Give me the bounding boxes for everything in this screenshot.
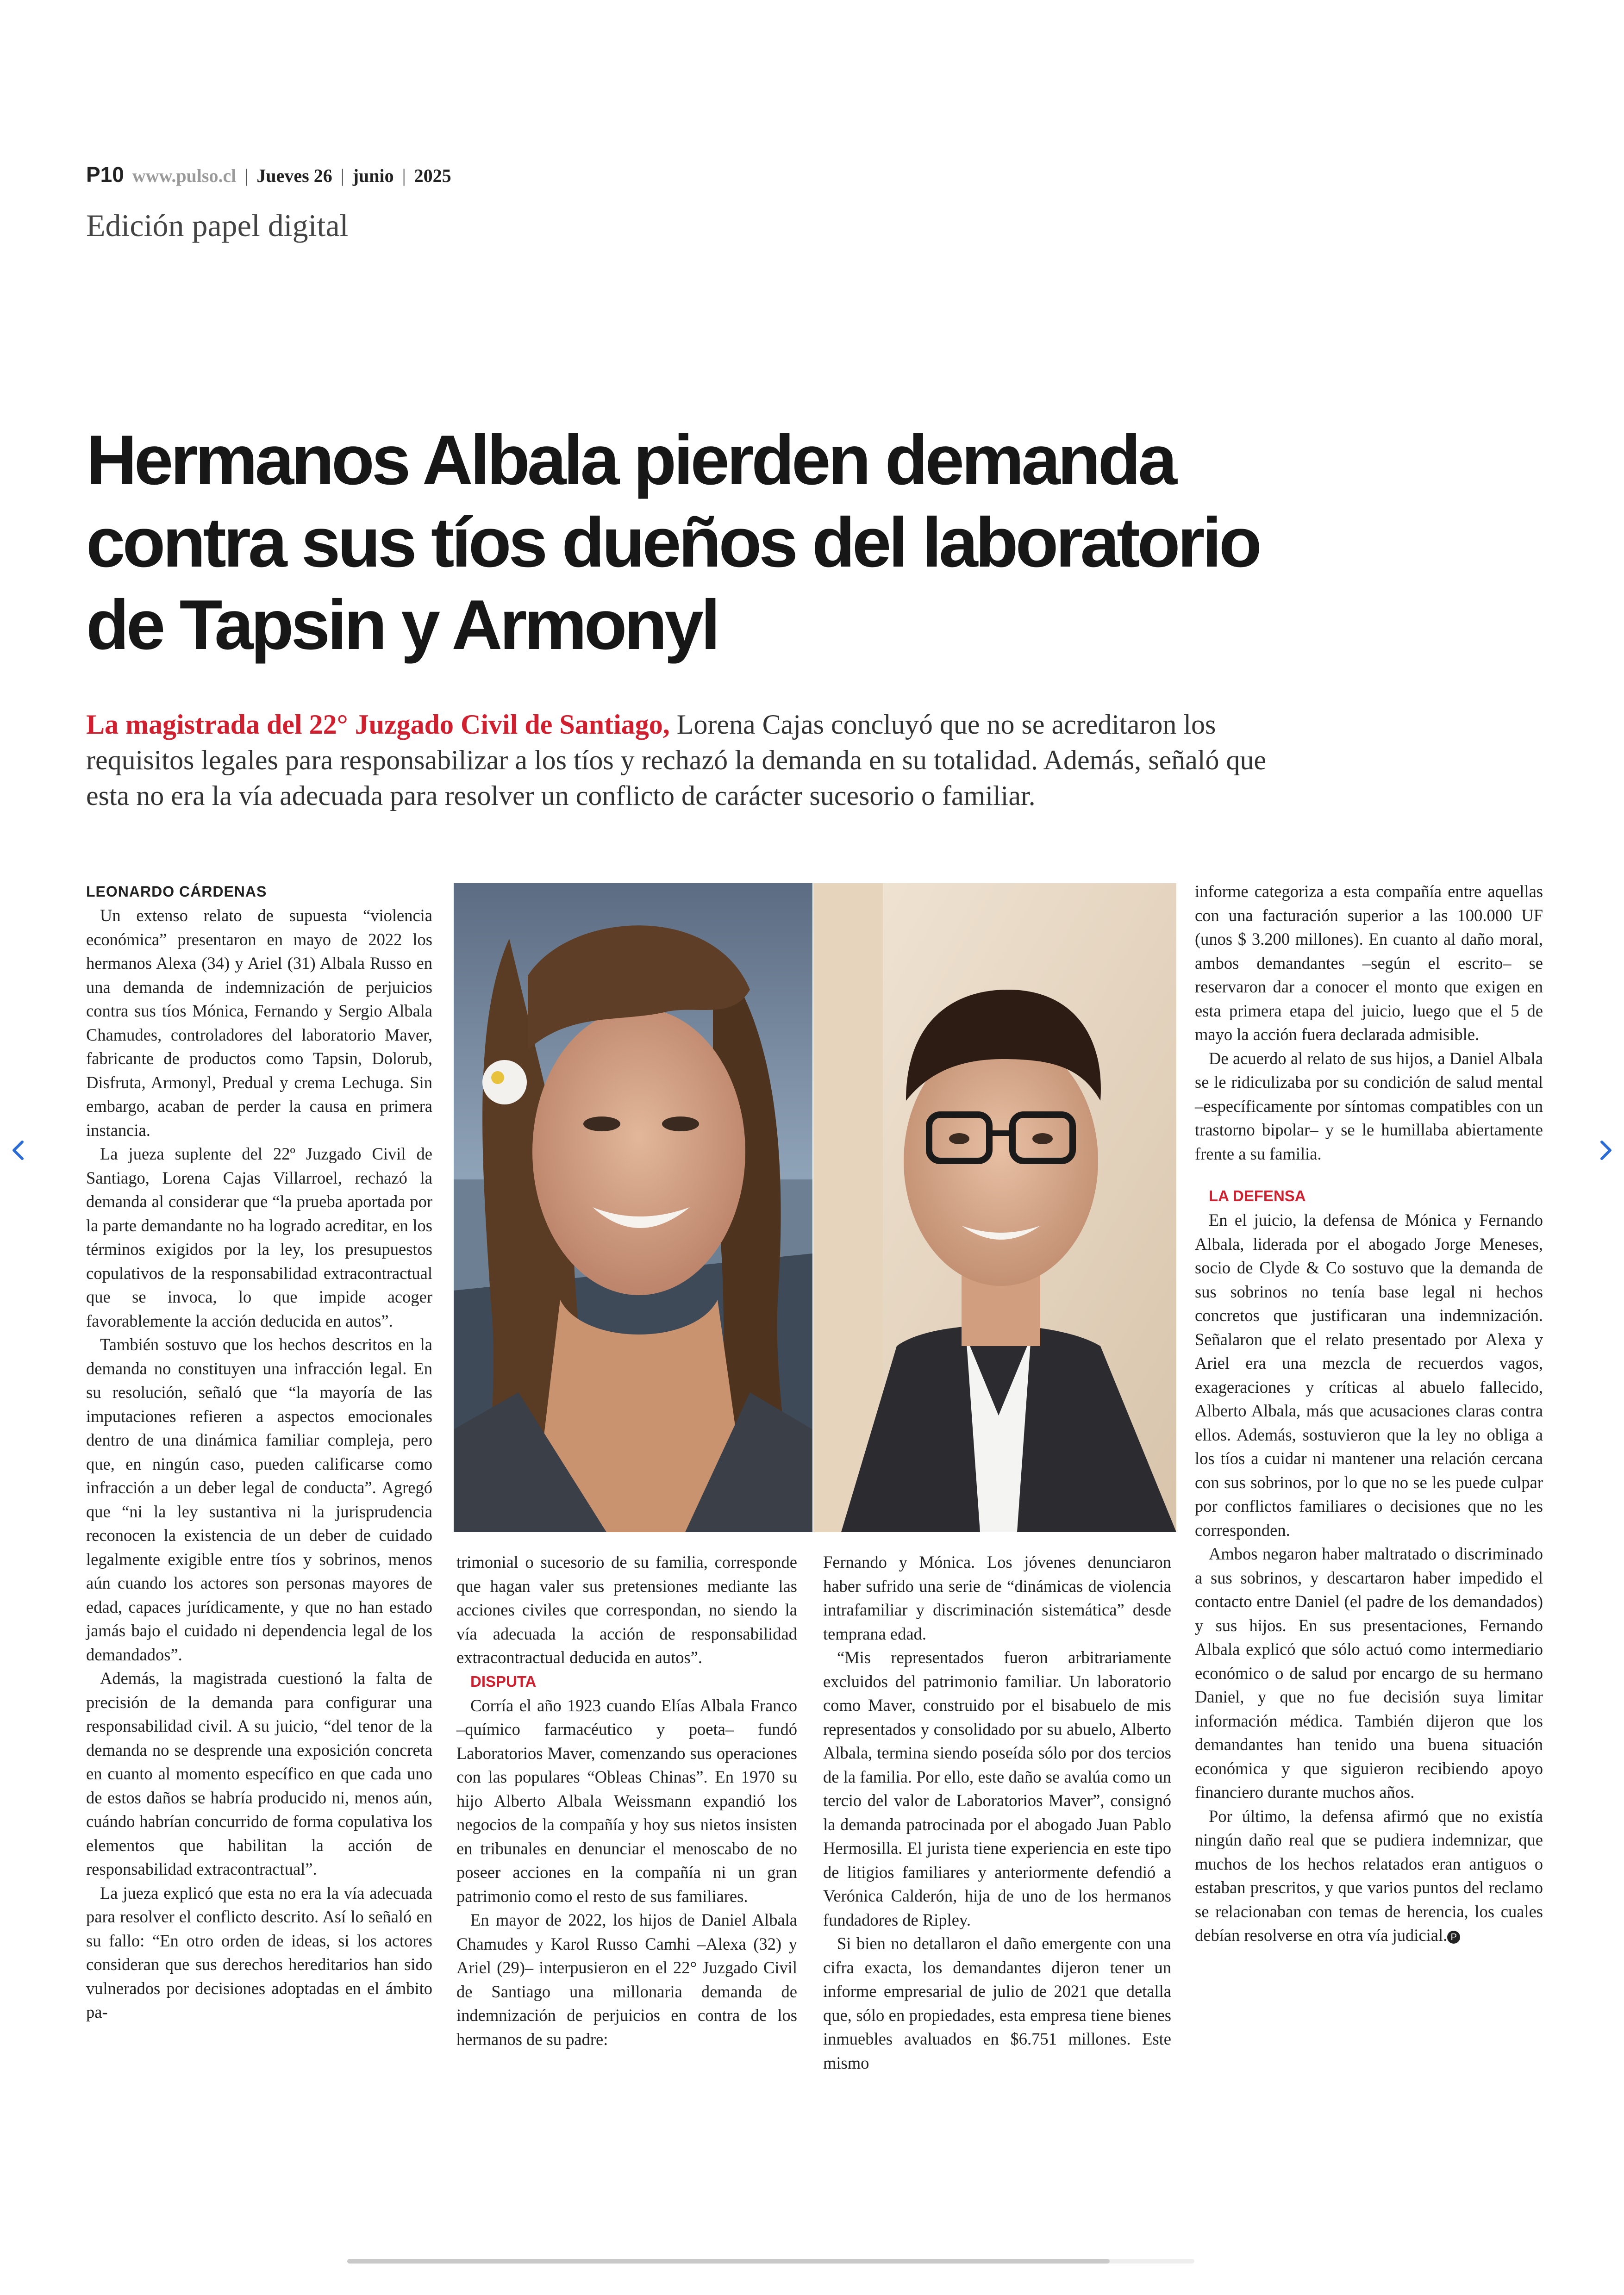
photo-ariel-albala	[813, 883, 1176, 1532]
subhead-la-defensa: LA DEFENSA	[1209, 1187, 1306, 1204]
paragraph: La jueza explicó que esta no era la vía adecuada para resolver el conflicto descrito. Así lo señaló en su fallo: “En otro orden de ideas, si los actores consideran que sus derechos hereditarios han sido vulnerados por decisiones adoptadas en el ámbito pa-	[86, 1883, 432, 2021]
paragraph: informe categoriza a esta compañía entre aquellas con una facturación superior a las 100.000 UF (unos $ 3.200 millones). En cuanto al daño moral, ambos demandantes –según el escrito– se reservaron dar a conocer el monto que exigen en esta primera etapa del juicio, luego que el 5 de mayo la acción fuera declarada admisible.	[1195, 882, 1543, 1044]
headline	[86, 419, 1382, 666]
byline: LEONARDO CÁRDENAS	[86, 883, 267, 900]
paragraph: trimonial o sucesorio de su familia, corresponde que hagan valer sus pretensiones mediante las acciones civiles que correspondan, no siendo la vía adecuada la acción de responsabilidad extracontractual deducida en autos”.	[456, 1553, 797, 1667]
horizontal-scrollbar[interactable]	[347, 2259, 1194, 2264]
next-page-button[interactable]	[1592, 1136, 1619, 1164]
edition-label: Edición papel digital	[86, 208, 349, 243]
page-header	[86, 162, 451, 187]
paragraph: También sostuvo que los hechos descritos en la demanda no constituyen una infracción legal. En su resolución, señaló que “la mayoría de las imputaciones refieren a aspectos emocionales dentro de una dinámica familiar compleja, pero que, en ningún caso, pueden calificarse como infracción a un deber legal de conducta”. Agregó que “ni la ley sustantiva ni la jurisprudencia reconocen la existencia de un deber de cuidado legalmente exigible entre tíos y sobrinos, menos aún cuando los actores son personas mayores de edad, capaces jurídicamente, y que no han estado jamás bajo el cuidado ni dependencia legal de los demandados”.	[86, 1335, 432, 1664]
site-url: www.pulso.cl	[132, 165, 237, 186]
article-column-4	[1195, 879, 1543, 1947]
photo-alexa-image	[454, 883, 812, 1532]
chevron-right-icon	[1592, 1136, 1619, 1164]
header-separator: |	[402, 165, 406, 186]
paragraph: Un extenso relato de supuesta “violencia económica” presentaron en mayo de 2022 los hermanos Alexa (34) y Ariel (31) Albala Russo en una demanda de indemnización de perjuicios contra sus tíos Mónica, Fernando y Sergio Albala Chamudes, controladores del laboratorio Maver, fabricante de productos como Tapsin, Dolorub, Disfruta, Armonyl, Predual y crema Lechuga. Sin embargo, acaban de perder la causa en primera instancia.	[86, 906, 432, 1140]
paragraph: En el juicio, la defensa de Mónica y Fernando Albala, liderada por el abogado Jorge Meneses, socio de Clyde & Co sostuvo que la demanda de sus sobrinos no tenía base legal ni hechos concretos que justificaran una indemnización. Señalaron que el relato presentado por Alexa y Ariel era una mezcla de recuerdos vagos, exageraciones y críticas al abuelo fallecido, Alberto Albala, más que acusaciones claras contra ellos. Además, sostuvieron que la ley no obliga a los tíos a cuidar ni mantener una relación cercana con sus sobrinos, por lo que no se les puede culpar por conflictos familiares o decisiones que no les corresponden.	[1195, 1210, 1543, 1540]
article-column-1	[86, 879, 432, 2024]
paragraph: “Mis representados fueron arbitrariamente excluidos del patrimonio familiar. Un laboratorio como Maver, construido por el bisabuelo de mis representados y consolidado por su abuelo, Alberto Albala, termina siendo poseída sólo por dos tercios de la familia. Por ello, este daño se avalúa como un tercio del valor de Laboratorios Maver”, consignó la demanda patrocinada por el abogado Juan Pablo Hermosilla. El jurista tiene experiencia en este tipo de litigios familiares y anteriormente defendió a Verónica Calderón, hija de uno de los hermanos fundadores de Ripley.	[823, 1648, 1171, 1929]
paragraph: Ambos negaron haber maltratado o discriminado a sus sobrinos, y descartaron haber impedido el contacto entre Daniel (el padre de los demandados) y sus hijos. En sus presentaciones, Fernando Albala explicó que sólo actuó como intermediario económico o de salud por encargo de su hermano Daniel, y que no fue decisión suya limitar información médica. También dijeron que los demandantes han tenido una buena situación económica y que siguieron recibiendo apoyo financiero durante muchos años.	[1195, 1544, 1543, 1802]
headline-line: Hermanos Albala pierden demanda	[86, 421, 1174, 499]
paragraph: Además, la magistrada cuestionó la falta de precisión de la demanda para configurar una responsabilidad civil. A su juicio, “del tenor de la demanda no se desprende una exposición concreta en cuanto al momento específico en que cada uno de estos daños se habría producido ni, menos aún, cuándo habrían concurrido de forma copulativa los elementos que habilitan la acción de responsabilidad extracontractual”.	[86, 1669, 432, 1878]
paragraph: En mayor de 2022, los hijos de Daniel Albala Chamudes y Karol Russo Camhi –Alexa (32) y Ariel (29)– interpusieron en el 22° Juzgado Civil de Santiago una millonaria demanda de indemnización de perjuicios en contra de los hermanos de su padre:	[456, 1910, 797, 2049]
page-number: P10	[86, 162, 124, 187]
header-separator: |	[244, 165, 249, 186]
article-column-2	[456, 1550, 797, 2051]
article-deck	[86, 707, 1271, 814]
paragraph	[1195, 1804, 1543, 1947]
photo-ariel-image	[813, 883, 1176, 1532]
article-column-3	[823, 1550, 1171, 2075]
paragraph: Corría el año 1923 cuando Elías Albala Franco –químico farmacéutico y poeta– fundó Laboratorios Maver, comenzando sus operaciones con las populares “Obleas Chinas”. En 1970 su hijo Alberto Albala Weissmann expandió los negocios de la compañía y hoy sus nietos insisten en tribunales en denunciar el menoscabo de no poseer acciones en la compañía ni un gran patrimonio como el resto de sus familiares.	[456, 1696, 797, 1906]
previous-page-button[interactable]	[5, 1136, 32, 1164]
header-day: Jueves 26	[256, 165, 332, 186]
paragraph: De acuerdo al relato de sus hijos, a Daniel Albala se le ridiculizaba por su condición de salud mental –específicamente por síntomas compatibles con un trastorno bipolar– y se le humillaba abiertamente frente a su familia.	[1195, 1048, 1543, 1163]
end-of-article-icon: P	[1447, 1931, 1460, 1944]
subhead-disputa: DISPUTA	[470, 1672, 537, 1690]
headline-line: contra sus tíos dueños del laboratorio	[86, 503, 1259, 582]
header-month: junio	[352, 165, 394, 186]
paragraph: Fernando y Mónica. Los jóvenes denunciaron haber sufrido una serie de “dinámicas de violencia intrafamiliar y discriminación sistemática” desde temprana edad.	[823, 1553, 1171, 1643]
header-year: 2025	[414, 165, 451, 186]
chevron-left-icon	[5, 1136, 32, 1164]
headline-line: de Tapsin y Armonyl	[86, 586, 718, 664]
scrollbar-thumb[interactable]	[347, 2259, 1110, 2264]
deck-text: Lorena Cajas concluyó que no se acreditaron los requisitos legales para responsabilizar a los tíos y rechazó la demanda en su totalidad. Además, señaló que esta no era la vía adecuada para resolver un conflicto de carácter sucesorio o familiar.	[86, 709, 1267, 811]
header-separator: |	[340, 165, 344, 186]
paragraph-text: Por último, la defensa afirmó que no existía ningún daño real que se pudiera indemnizar, que muchos de los hechos relatados eran antiguos o estaban prescritos, y que varios puntos del reclamo se relacionaban con temas de herencia, los cuales debían resolverse en otra vía judicial.	[1195, 1806, 1543, 1945]
paragraph: La jueza suplente del 22º Juzgado Civil de Santiago, Lorena Cajas Villarroel, rechazó la demanda al considerar que “la prueba aportada por la parte demandante no ha logrado acreditar, en los términos exigidos por la ley, los presupuestos copulativos de la responsabilidad extracontractual que se invoca, lo que impide acoger favorablemente la acción deducida en autos”.	[86, 1144, 432, 1330]
deck-lead: La magistrada del 22° Juzgado Civil de Santiago,	[86, 709, 670, 740]
paragraph: Si bien no detallaron el daño emergente con una cifra exacta, los demandantes dijeron tener un informe empresarial de julio de 2021 que detalla que, sólo en propiedades, esta empresa tiene bienes inmuebles avaluados en $6.751 millones. Este mismo	[823, 1934, 1171, 2072]
photo-alexa-albala	[454, 883, 812, 1532]
